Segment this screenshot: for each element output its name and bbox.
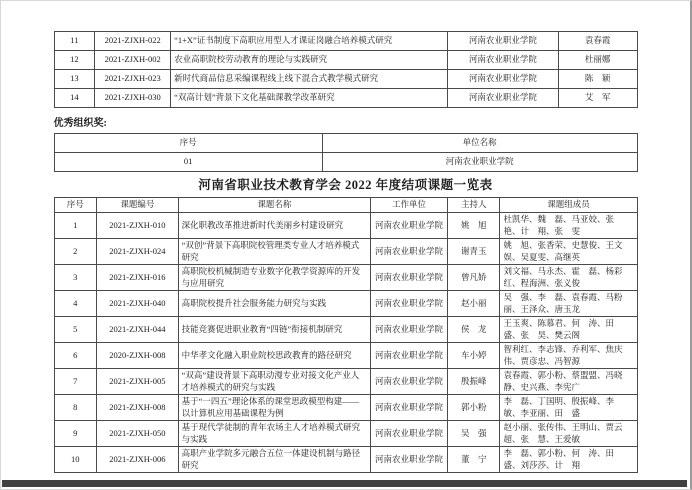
org-header-unit: 单位名称 [322,134,637,153]
table-row [54,421,637,447]
main-table [54,197,638,473]
table-row [54,239,637,265]
main-header-no: 序号 [54,198,97,213]
cell-members: 杜凯华、魏 磊、马亚姣、张 艳、计 翔、张 雯 [500,213,637,239]
cell-unit: 河南农业职业学院 [448,89,559,108]
header-row [54,134,637,153]
cell-no: 6 [54,343,97,369]
cell-host: 陈 颖 [558,70,637,89]
cell-code: 2020-ZJXH-008 [97,343,179,369]
cell-host: 郭小粉 [447,395,499,421]
cell-title: 基于“一四五”理论体系的课堂思政模型构建——以计算机应用基础课程为例 [178,395,370,421]
cell-no: 8 [54,395,97,421]
cell-code: 2021-ZJXH-050 [97,421,179,447]
cell-code: 2021-ZJXH-010 [97,213,179,239]
cell-members: 王玉爽、陈慕君、何 涛、田 盛、张 昊、樊云阁 [500,317,637,343]
cell-no: 11 [54,32,95,51]
cell-code: 2021-ZJXH-023 [95,70,171,89]
cell-title: “双高计划”背景下文化基础课教学改革研究 [171,89,448,108]
page-bottom-edge [2,480,687,487]
cell-host: 姚 旭 [447,213,499,239]
cell-code: 2021-ZJXH-044 [97,317,179,343]
header-row [54,198,637,213]
main-header-code: 课题编号 [97,198,179,213]
cell-code: 2021-ZJXH-024 [97,239,179,265]
table-row [54,32,637,51]
cell-unit: 河南农业职业学院 [371,343,448,369]
cell-members: 刘文福、马永杰、霍 磊、杨彩红、程海洲、张义俊 [500,265,637,291]
cell-title: “双创”背景下高职院校管理类专业人才培养模式研究 [178,239,370,265]
cell-unit: 河南农业职业学院 [322,153,637,172]
table-row [54,343,637,369]
cell-no: 12 [54,51,95,70]
cell-host: 谢青玉 [447,239,499,265]
cell-no: 01 [54,153,322,172]
table-row [54,265,637,291]
cell-host: 吴 强 [447,421,499,447]
cell-code: 2021-ZJXH-006 [97,447,179,473]
table-row [54,70,637,89]
cell-unit: 河南农业职业学院 [371,317,448,343]
cell-code: 2021-ZJXH-005 [97,369,179,395]
cell-no: 9 [54,421,97,447]
cell-title: “双高”建设背景下高职动漫专业对接文化产业人才培养模式的研究与实践 [178,369,370,395]
cell-members: 李 磊、丁国明、殷振峰、李 敏、李亚丽、田 盛 [500,395,637,421]
cell-code: 2021-ZJXH-002 [95,51,171,70]
cell-members: 袁春霞、郭小粉、蔡盟盟、冯晓静、史兴燕、李宪广 [500,369,637,395]
cell-members: 姚 旭、张香荣、史慧俊、王文娱、吴夏雯、高继英 [500,239,637,265]
table-row [54,153,637,172]
award-section-label: 优秀组织奖: [53,118,107,129]
cell-title: 高职院校机械制造专业数字化教学资源库的开发与应用研究 [178,265,370,291]
cell-title: 技能竞赛促进职业教育“四链”衔接机制研究 [178,317,370,343]
cell-unit: 河南农业职业学院 [448,51,559,70]
org-header-no: 序号 [54,134,322,153]
cell-title: 中华孝文化融入职业院校思政教育的路径研究 [178,343,370,369]
cell-members: 智利红、李志锋、乔利军、焦庆伟、贾彦忠、冯智源 [500,343,637,369]
cell-unit: 河南农业职业学院 [371,395,448,421]
table-row [54,395,637,421]
cell-no: 1 [54,213,97,239]
cell-code: 2021-ZJXH-030 [95,89,171,108]
cell-host: 袁春霞 [558,32,637,51]
cell-no: 10 [54,447,97,473]
cell-no: 5 [54,317,97,343]
cell-unit: 河南农业职业学院 [371,265,448,291]
org-award-table [54,133,638,172]
cell-members: 吴 强、李 磊、袁春霞、马粉丽、王泽众、唐玉龙 [500,291,637,317]
cell-host: 侯 龙 [447,317,499,343]
table-row [54,317,637,343]
table-row [54,369,637,395]
table-row [54,89,637,108]
cell-host: 曾凡娇 [447,265,499,291]
cell-unit: 河南农业职业学院 [371,239,448,265]
cell-title: 农业高职院校劳动教育的理论与实践研究 [171,51,448,70]
cell-no: 3 [54,265,97,291]
main-header-title: 课题名称 [178,198,370,213]
cell-host: 艾 军 [558,89,637,108]
cell-host: 赵小丽 [447,291,499,317]
cell-members: 李 磊、郭小粉、何 涛、田 盛、刘莎莎、计 翔 [500,447,637,473]
cell-title: 高职产业学院多元融合五位一体建设机制与路径研究 [178,447,370,473]
cell-unit: 河南农业职业学院 [371,369,448,395]
cell-unit: 河南农业职业学院 [448,32,559,51]
top-table [54,31,638,108]
page-title: 河南省职业技术教育学会 2022 年度结项课题一览表 [198,178,493,192]
cell-title: 基于现代学徒制的青年农场主人才培养模式研究与实践 [178,421,370,447]
cell-code: 2021-ZJXH-040 [97,291,179,317]
main-header-unit: 工作单位 [371,198,448,213]
cell-host: 董 宁 [447,447,499,473]
cell-title: 深化职教改革推进新时代美丽乡村建设研究 [178,213,370,239]
cell-no: 7 [54,369,97,395]
table-row [54,51,637,70]
cell-code: 2021-ZJXH-016 [97,265,179,291]
cell-no: 13 [54,70,95,89]
cell-title: 新时代商品信息采编课程线上线下混合式教学模式研究 [171,70,448,89]
cell-host: 车小婷 [447,343,499,369]
cell-unit: 河南农业职业学院 [371,291,448,317]
table-row [54,447,637,473]
cell-no: 4 [54,291,97,317]
cell-host: 殷振峰 [447,369,499,395]
cell-unit: 河南农业职业学院 [371,213,448,239]
cell-code: 2021-ZJXH-008 [97,395,179,421]
table-row [54,213,637,239]
cell-title: 高职院校提升社会服务能力研究与实践 [178,291,370,317]
main-header-host: 主持人 [447,198,499,213]
cell-title: “1+X”证书制度下高职应用型人才课证岗融合培养模式研究 [171,32,448,51]
cell-code: 2021-ZJXH-022 [95,32,171,51]
cell-unit: 河南农业职业学院 [371,447,448,473]
cell-unit: 河南农业职业学院 [448,70,559,89]
cell-unit: 河南农业职业学院 [371,421,448,447]
cell-no: 2 [54,239,97,265]
main-header-members: 课题组成员 [500,198,637,213]
cell-no: 14 [54,89,95,108]
cell-members: 赵小丽、张传伟、王明山、贾云超、张 慧、王爱敏 [500,421,637,447]
table-row [54,291,637,317]
cell-host: 杜丽娜 [558,51,637,70]
